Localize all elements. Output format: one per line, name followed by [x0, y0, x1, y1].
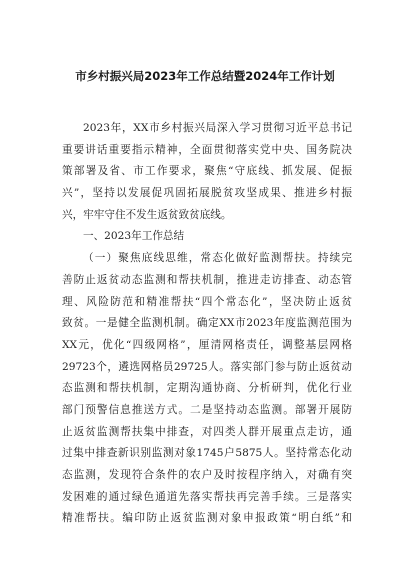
paragraph-line: 过集中排查新识别监测对象1745户5875人。坚持常态化动 [62, 447, 352, 460]
paragraph-line: 发困难的通过绿色通道先落实帮扶再完善手续。三是落实 [62, 490, 352, 503]
paragraph-line: 兴”，坚持以发展促巩固拓展脱贫攻坚成果、推进乡村振 [62, 187, 352, 200]
paragraph-line: 2023年，XX市乡村振兴局深入学习贯彻习近平总书记 [83, 122, 352, 134]
document-body [62, 118, 352, 530]
paragraph-line: 态监测和帮扶机制，定期沟通协商、分析研判，优化行业 [62, 382, 352, 395]
paragraph-line: XX元，优化“四级网格”，厘清网格责任，调整基层网格 [62, 338, 352, 351]
paragraph-line: 部门预警信息推送方式。二是坚持动态监测。部署开展防 [62, 403, 352, 416]
paragraph-line: 致贫。一是健全监测机制。确定XX市2023年度监测范围为 [62, 317, 352, 330]
paragraph-line: 策部署及省、市工作要求，聚焦“守底线、抓发展、促振 [62, 165, 352, 178]
paragraph-line: 善防止返贫动态监测和帮扶机制，推进走访排查、动态管 [62, 273, 352, 286]
paragraph-line: 精准帮扶。编印防止返贫监测对象申报政策“明白纸”和 [62, 512, 352, 525]
paragraph-line: 止返贫监测帮扶集中排查，对四类人群开展重点走访，通 [62, 425, 352, 438]
document-title: 市乡村振兴局2023年工作总结暨2024年工作计划 [75, 69, 335, 83]
paragraph-line: 理、风险防范和精准帮扶“四个常态化”，坚决防止返贫 [62, 295, 352, 308]
paragraph-line: 29723个，遴选网格员29725人。落实部门参与防止返贫动 [62, 360, 352, 373]
section-heading: 一、2023年工作总结 [83, 230, 185, 243]
paragraph-line: 兴，牢牢守住不发生返贫致贫底线。 [62, 208, 232, 221]
paragraph-line: 态监测，发现符合条件的农户及时按程序纳入，对确有突 [62, 469, 352, 481]
paragraph-line: （一）聚焦底线思维，常态化做好监测帮扶。持续完 [83, 252, 352, 265]
paragraph-line: 重要讲话重要指示精神，全面贯彻落实党中央、国务院决 [62, 143, 352, 156]
